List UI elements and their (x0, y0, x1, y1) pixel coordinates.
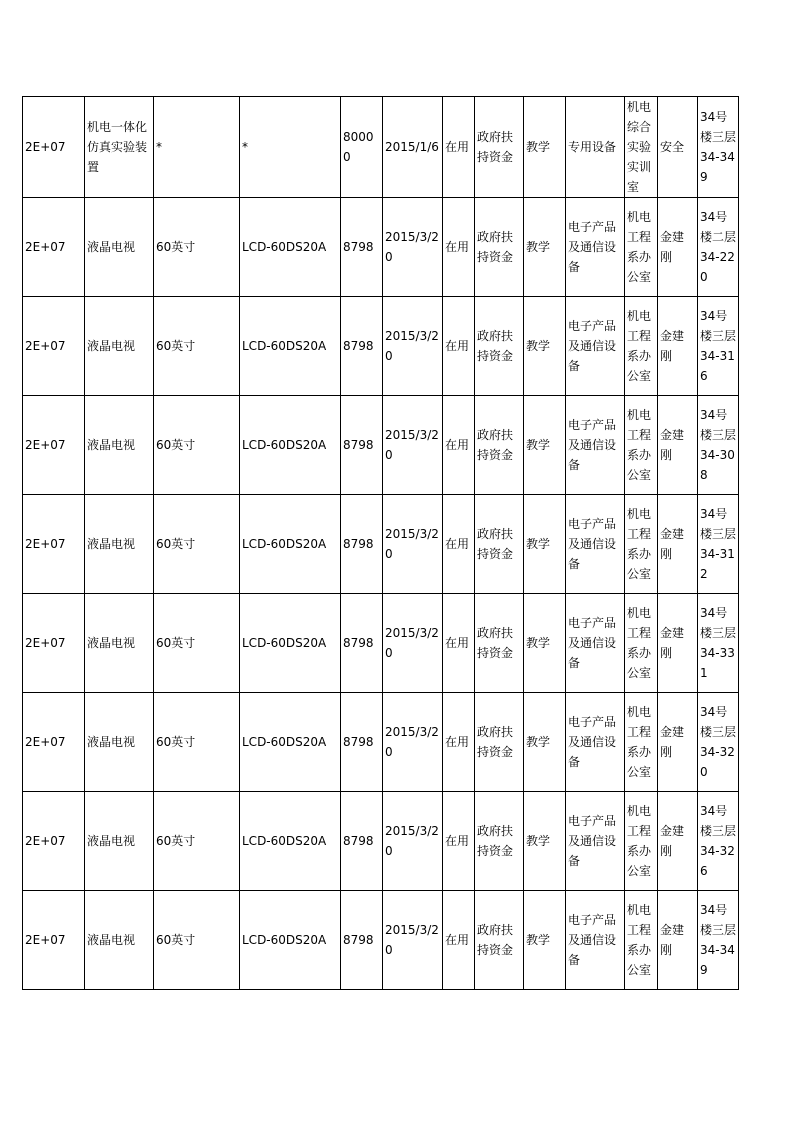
cell-usage: 教学 (524, 792, 566, 891)
cell-location: 34号楼三层34-312 (698, 495, 739, 594)
cell-department: 机电工程系办公室 (625, 396, 658, 495)
cell-department: 机电工程系办公室 (625, 495, 658, 594)
cell-model: LCD-60DS20A (240, 891, 341, 990)
cell-location: 34号楼三层34-349 (698, 891, 739, 990)
cell-acquire-date: 2015/3/20 (383, 198, 443, 297)
cell-category: 电子产品及通信设备 (566, 594, 625, 693)
cell-usage: 教学 (524, 594, 566, 693)
cell-asset-code: 2E+07 (23, 693, 85, 792)
cell-usage: 教学 (524, 495, 566, 594)
cell-fund-source: 政府扶持资金 (475, 594, 524, 693)
cell-status: 在用 (443, 792, 475, 891)
cell-location: 34号楼三层34-326 (698, 792, 739, 891)
table-row (23, 594, 739, 693)
cell-asset-name: 液晶电视 (85, 198, 154, 297)
cell-custodian: 金建刚 (658, 792, 698, 891)
cell-status: 在用 (443, 891, 475, 990)
cell-custodian: 金建刚 (658, 396, 698, 495)
table-row (23, 297, 739, 396)
cell-asset-name: 液晶电视 (85, 396, 154, 495)
cell-custodian: 金建刚 (658, 891, 698, 990)
cell-acquire-date: 2015/3/20 (383, 495, 443, 594)
cell-asset-name: 液晶电视 (85, 693, 154, 792)
cell-acquire-date: 2015/3/20 (383, 396, 443, 495)
cell-spec: 60英寸 (154, 396, 240, 495)
cell-fund-source: 政府扶持资金 (475, 495, 524, 594)
cell-department: 机电综合实验实训室 (625, 97, 658, 198)
cell-department: 机电工程系办公室 (625, 792, 658, 891)
cell-department: 机电工程系办公室 (625, 693, 658, 792)
cell-model: LCD-60DS20A (240, 594, 341, 693)
cell-category: 专用设备 (566, 97, 625, 198)
cell-spec: 60英寸 (154, 693, 240, 792)
table-row (23, 693, 739, 792)
cell-acquire-date: 2015/3/20 (383, 594, 443, 693)
cell-price: 8798 (341, 396, 383, 495)
cell-model: LCD-60DS20A (240, 792, 341, 891)
table-row (23, 891, 739, 990)
cell-model: LCD-60DS20A (240, 495, 341, 594)
cell-fund-source: 政府扶持资金 (475, 97, 524, 198)
cell-spec: 60英寸 (154, 891, 240, 990)
cell-asset-code: 2E+07 (23, 891, 85, 990)
cell-asset-code: 2E+07 (23, 396, 85, 495)
cell-spec: 60英寸 (154, 792, 240, 891)
cell-fund-source: 政府扶持资金 (475, 792, 524, 891)
cell-location: 34号楼三层34-331 (698, 594, 739, 693)
cell-fund-source: 政府扶持资金 (475, 297, 524, 396)
cell-price: 8798 (341, 891, 383, 990)
cell-price: 8798 (341, 297, 383, 396)
cell-asset-code: 2E+07 (23, 97, 85, 198)
cell-category: 电子产品及通信设备 (566, 792, 625, 891)
table-row (23, 198, 739, 297)
cell-usage: 教学 (524, 693, 566, 792)
cell-asset-code: 2E+07 (23, 198, 85, 297)
cell-spec: 60英寸 (154, 594, 240, 693)
cell-spec: * (154, 97, 240, 198)
cell-price: 8798 (341, 693, 383, 792)
cell-fund-source: 政府扶持资金 (475, 693, 524, 792)
cell-category: 电子产品及通信设备 (566, 693, 625, 792)
cell-location: 34号楼二层34-220 (698, 198, 739, 297)
cell-location: 34号楼三层34-308 (698, 396, 739, 495)
cell-asset-name: 液晶电视 (85, 792, 154, 891)
cell-usage: 教学 (524, 396, 566, 495)
cell-usage: 教学 (524, 891, 566, 990)
cell-spec: 60英寸 (154, 495, 240, 594)
cell-model: LCD-60DS20A (240, 396, 341, 495)
cell-status: 在用 (443, 297, 475, 396)
cell-price: 8798 (341, 594, 383, 693)
table-row (23, 396, 739, 495)
cell-department: 机电工程系办公室 (625, 297, 658, 396)
cell-asset-code: 2E+07 (23, 297, 85, 396)
cell-status: 在用 (443, 495, 475, 594)
cell-model: LCD-60DS20A (240, 693, 341, 792)
asset-table (22, 96, 739, 990)
cell-location: 34号楼三层34-349 (698, 97, 739, 198)
cell-location: 34号楼三层34-316 (698, 297, 739, 396)
cell-status: 在用 (443, 198, 475, 297)
cell-usage: 教学 (524, 198, 566, 297)
cell-custodian: 金建刚 (658, 594, 698, 693)
cell-price: 8798 (341, 198, 383, 297)
cell-usage: 教学 (524, 97, 566, 198)
cell-asset-name: 机电一体化仿真实验装置 (85, 97, 154, 198)
cell-category: 电子产品及通信设备 (566, 495, 625, 594)
cell-status: 在用 (443, 97, 475, 198)
cell-asset-name: 液晶电视 (85, 495, 154, 594)
cell-status: 在用 (443, 594, 475, 693)
cell-category: 电子产品及通信设备 (566, 891, 625, 990)
cell-acquire-date: 2015/3/20 (383, 891, 443, 990)
table-row (23, 97, 739, 198)
cell-price: 8798 (341, 792, 383, 891)
cell-category: 电子产品及通信设备 (566, 396, 625, 495)
cell-custodian: 金建刚 (658, 198, 698, 297)
cell-asset-code: 2E+07 (23, 594, 85, 693)
cell-spec: 60英寸 (154, 297, 240, 396)
cell-custodian: 安全 (658, 97, 698, 198)
cell-asset-name: 液晶电视 (85, 891, 154, 990)
cell-usage: 教学 (524, 297, 566, 396)
cell-fund-source: 政府扶持资金 (475, 198, 524, 297)
cell-custodian: 金建刚 (658, 297, 698, 396)
cell-department: 机电工程系办公室 (625, 594, 658, 693)
cell-spec: 60英寸 (154, 198, 240, 297)
cell-model: LCD-60DS20A (240, 297, 341, 396)
cell-model: LCD-60DS20A (240, 198, 341, 297)
table-body (23, 97, 739, 990)
cell-acquire-date: 2015/3/20 (383, 297, 443, 396)
cell-asset-code: 2E+07 (23, 792, 85, 891)
cell-category: 电子产品及通信设备 (566, 198, 625, 297)
cell-custodian: 金建刚 (658, 495, 698, 594)
cell-model: * (240, 97, 341, 198)
table-row (23, 495, 739, 594)
cell-status: 在用 (443, 396, 475, 495)
cell-category: 电子产品及通信设备 (566, 297, 625, 396)
cell-fund-source: 政府扶持资金 (475, 396, 524, 495)
cell-price: 80000 (341, 97, 383, 198)
cell-acquire-date: 2015/3/20 (383, 693, 443, 792)
cell-asset-name: 液晶电视 (85, 594, 154, 693)
cell-acquire-date: 2015/3/20 (383, 792, 443, 891)
cell-fund-source: 政府扶持资金 (475, 891, 524, 990)
cell-department: 机电工程系办公室 (625, 198, 658, 297)
cell-asset-code: 2E+07 (23, 495, 85, 594)
cell-acquire-date: 2015/1/6 (383, 97, 443, 198)
cell-price: 8798 (341, 495, 383, 594)
cell-custodian: 金建刚 (658, 693, 698, 792)
cell-status: 在用 (443, 693, 475, 792)
table-row (23, 792, 739, 891)
cell-asset-name: 液晶电视 (85, 297, 154, 396)
cell-department: 机电工程系办公室 (625, 891, 658, 990)
cell-location: 34号楼三层34-320 (698, 693, 739, 792)
